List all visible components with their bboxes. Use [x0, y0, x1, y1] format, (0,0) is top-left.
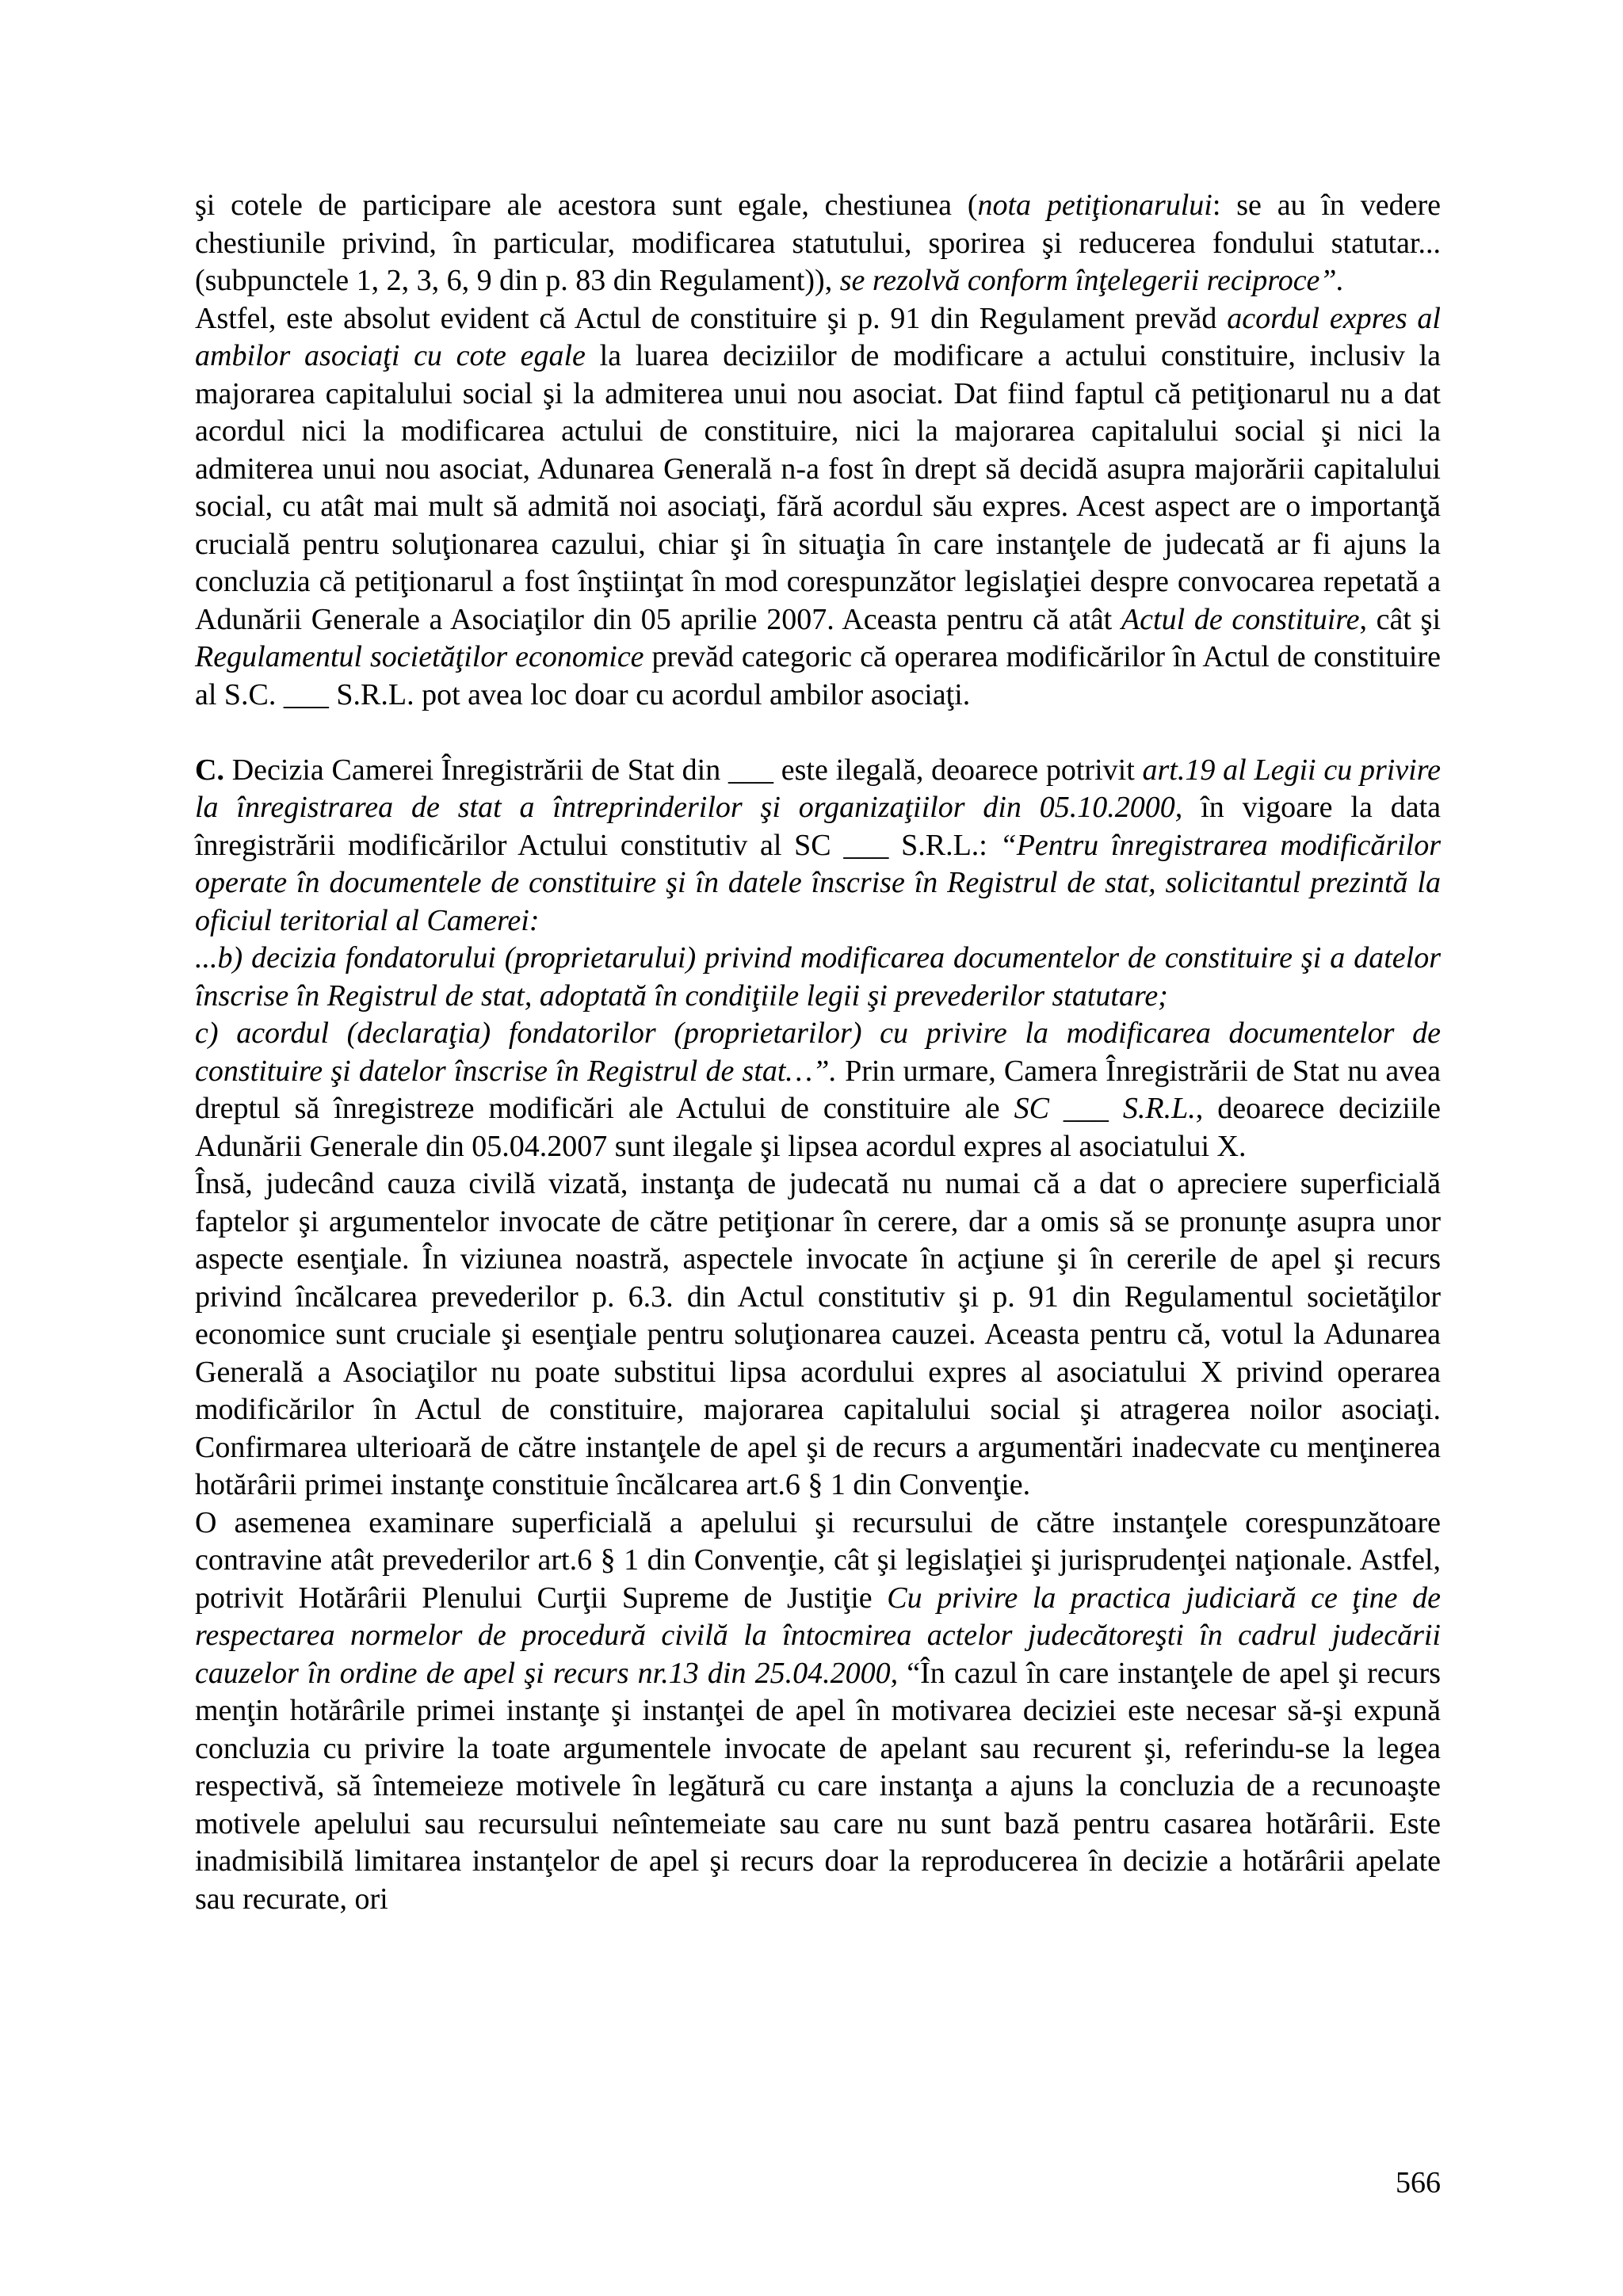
paragraph-petitioner-note: [195, 187, 1441, 300]
text-run: în vigoare la data înregistrării modificărilor Actului constitutiv al SC ___ S.R.L.:: [195, 791, 1441, 862]
italic-run: Regulamentul societăţilor economice: [195, 640, 644, 673]
text-run: prevăd categoric că operarea modificărilor în Actul de constituire al S.C. ___ S.R.L. pot avea loc doar cu acordul ambilor asociaţi.: [195, 640, 1441, 711]
text-run: şi cotele de participare ale acestora sunt egale, chestiunea (: [195, 189, 978, 222]
text-run: , deoarece deciziile Adunării Generale din 05.04.2007 sunt ilegale şi lipsea acordul expres al asociatului X.: [195, 1092, 1441, 1163]
paragraph-express-consent: [195, 300, 1441, 715]
document-body: [195, 187, 1441, 1918]
page-number: 566: [1396, 2166, 1441, 2199]
paragraph-superficial-assessment: Însă, judecând cauza civilă vizată, instanţa de judecată nu numai că a dat o apreciere superficială faptelor şi argumentelor invocate de către petiţionar în cerere, dar a omis să se pronunţe asupra unor aspecte esenţiale. În viziunea noastră, aspectele invocate în acţiune şi în cererile de apel şi recurs privind încălcarea prevederilor p. 6.3. din Actul constitutiv şi p. 91 din Regulamentul societăţilor economice sunt cruciale şi esenţiale pentru soluţionarea cauzei. Aceasta pentru că, votul la Adunarea Generală a Asociaţilor nu poate substitui lipsa acordului expres al asociatului X privind operarea modificărilor în Actul de constituire, majorarea capitalului social şi atragerea noilor asociaţi. Confirmarea ulterioară de către instanţele de apel şi de recurs a argumentări inadecvate cu menţinerea hotărârii primei instanţe constituie încălcarea art.6 § 1 din Convenţie.: [195, 1167, 1441, 1501]
text-run: Decizia Camerei Înregistrării de Stat din ___ este ilegală, deoarece potrivit: [223, 753, 1143, 787]
paragraph-plenum-decision: [195, 1505, 1441, 1919]
text-run: “În cazul în care instanţele de apel şi recurs menţin hotărârile primei instanţe şi instanţei de apel în motivarea deciziei este necesar să-şi expună concluzia cu privire la toate argumentele invocate de apelant sau recurent şi, referindu-se la legea respectivă, să întemeieze motivele în legătură cu care instanţa a ajuns la concluzia de a recunoaşte motivele apelului sau recursului neîntemeiate sau care nu sunt bază pentru casarea hotărârii. Este inadmisibilă limitarea instanţelor de apel şi recurs doar la reproducerea în decizie a hotărârii apelate sau recurate, ori: [195, 1656, 1441, 1916]
italic-run: acordul expres al ambilor asociaţi cu cote egale: [195, 301, 1441, 372]
italic-run: Actul de constituire: [1121, 602, 1360, 636]
italic-run: nota petiţionarului: [977, 189, 1212, 222]
text-run: Astfel, este absolut evident că Actul de constituire şi p. 91 din Regulament prevăd: [195, 301, 1228, 335]
italic-run: art.19 al Legii cu privire la înregistrarea de stat a întreprinderilor şi organizaţiilor din 05.10.2000,: [195, 753, 1441, 824]
italic-run: “Pentru înregistrarea modificărilor operate în documentele de constituire şi în datele înscrise în Registrul de stat, solicitantul prezintă la oficiul teritorial al Camerei:: [195, 828, 1442, 937]
text-run: : se au în vedere chestiunile privind, în particular, modificarea statutului, sporirea şi reducerea fondului statutar... (subpunctele 1, 2, 3, 6, 9 din p. 83 din Regulament)),: [195, 189, 1442, 297]
italic-run: Cu privire la practica judiciară ce ţine de respectarea normelor de procedură civilă la întocmirea actelor judecătoreşti în cadrul judecării cauzelor în ordine de apel şi recurs nr.13 din 25.04.2000,: [195, 1581, 1441, 1690]
text-run: la luarea deciziilor de modificare a actului constituire, inclusiv la majorarea capitalului social şi la admiterea unui nou asociat. Dat fiind faptul că petiţionarul nu a dat acordul nici la modificarea actului de constituire, nici la majorarea capitalului social şi nici la admiterea unui nou asociat, Adunarea Generală n-a fost în drept să decidă asupra majorării capitalului social, cu atât mai mult să admită noi asociaţi, fără acordul său expres. Acest aspect are o importanţă crucială pentru soluţionarea cazului, chiar şi în situaţia în care instanţele de judecată ar fi ajuns la concluzia că petiţionarul a fost înştiinţat în mod corespunzător legislaţiei despre convocarea repetată a Adunării Generale a Asociaţilor din 05 aprilie 2007. Aceasta pentru că atât: [195, 339, 1442, 636]
paragraph-section-c: [195, 752, 1441, 940]
section-label: C.: [195, 753, 224, 787]
paragraph-gap: [195, 714, 1441, 752]
italic-run: se rezolvă conform înţelegerii reciproce”.: [839, 264, 1345, 297]
paragraph-quote-b: ...b) decizia fondatorului (proprietarului) privind modificarea documentelor de constituire şi a datelor înscrise în Registrul de stat, adoptată în condiţiile legii şi prevederilor statutare;: [195, 941, 1441, 1013]
italic-run: c) acordul (declaraţia) fondatorilor (proprietarilor) cu privire la modificarea documentelor de constituire şi datelor înscrise în Registrul de stat…”.: [195, 1016, 1441, 1088]
text-run: , cât şi: [1359, 602, 1441, 636]
italic-run: SC ___ S.R.L.: [1014, 1092, 1196, 1125]
text-run: O asemenea examinare superficială a apelului şi recursului de către instanţele corespunzătoare contravine atât prevederilor art.6 § 1 din Convenţie, cât şi legislaţiei şi jurisprudenţei naţionale. Astfel, potrivit Hotărârii Plenului Curţii Supreme de Justiţie: [195, 1505, 1441, 1615]
text-run: Prin urmare, Camera Înregistrării de Stat nu avea dreptul să înregistreze modificări ale Actului de constituire ale: [195, 1054, 1441, 1125]
paragraph-quote-c: [195, 1015, 1441, 1165]
